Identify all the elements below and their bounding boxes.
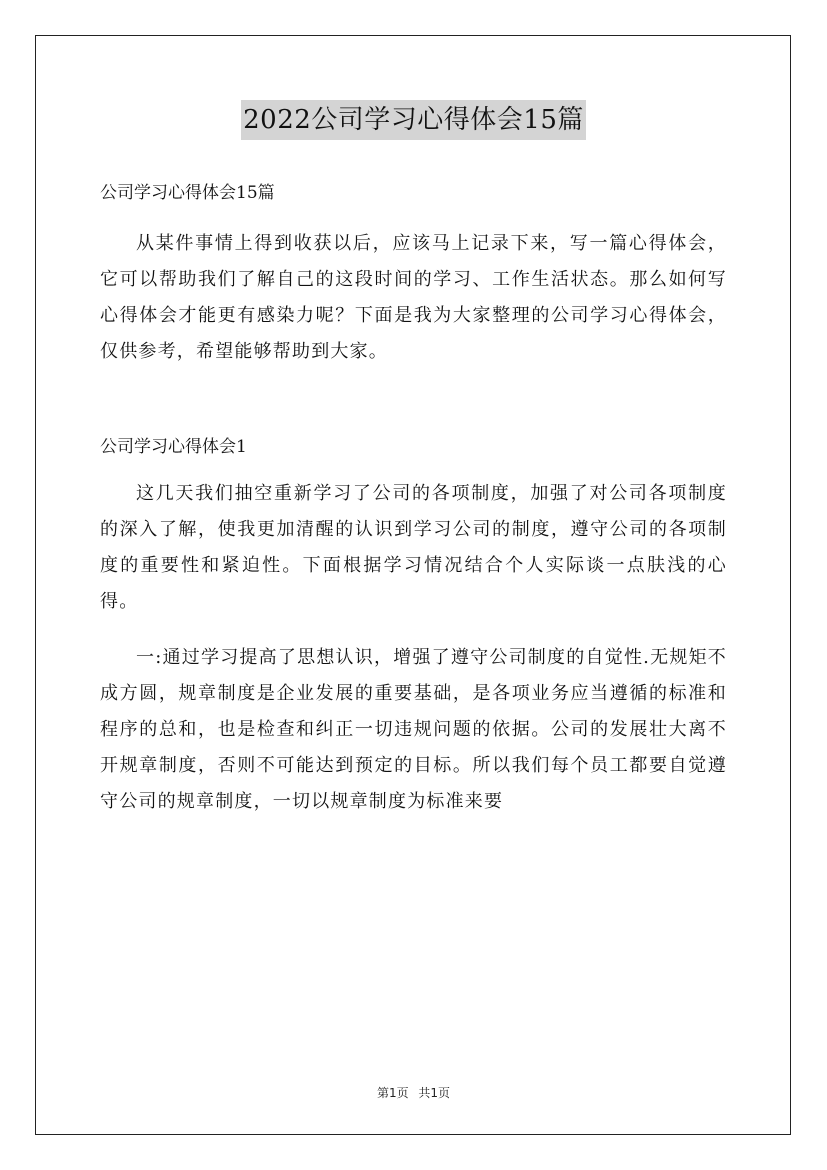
intro-paragraph: 从某件事情上得到收获以后，应该马上记录下来，写一篇心得体会，它可以帮助我们了解自己的这段时间的学习、工作生活状态。那么如何写心得体会才能更有感染力呢？下面是我为大家整理的公司学习心得体会，仅供参考，希望能够帮助到大家。 — [100, 233, 727, 362]
section-paragraph: 这几天我们抽空重新学习了公司的各项制度，加强了对公司各项制度的深入了解，使我更加清醒的认识到学习公司的制度，遵守公司的各项制度的重要性和紧迫性。下面根据学习情况结合个人实际谈一点肤浅的心得。 — [100, 483, 727, 612]
section-paragraph: 一:通过学习提高了思想认识，增强了遵守公司制度的自觉性.无规矩不成方圆，规章制度是企业发展的重要基础，是各项业务应当遵循的标准和程序的总和，也是检查和纠正一切违规问题的依据。公司的发展壮大离不开规章制度，否则不可能达到预定的目标。所以我们每个员工都要自觉遵守公司的规章制度，一切以规章制度为标准来要 — [100, 647, 727, 812]
section-spacer — [100, 370, 727, 426]
section-heading: 公司学习心得体会1 — [100, 437, 247, 457]
title-container — [0, 100, 827, 140]
page-footer — [0, 1084, 827, 1101]
document-body — [100, 172, 727, 820]
page-total: 共1页 — [418, 1086, 451, 1100]
page-number: 第1页 — [376, 1086, 409, 1100]
document-subtitle: 公司学习心得体会15篇 — [100, 183, 275, 203]
document-title: 2022公司学习心得体会15篇 — [241, 100, 586, 140]
